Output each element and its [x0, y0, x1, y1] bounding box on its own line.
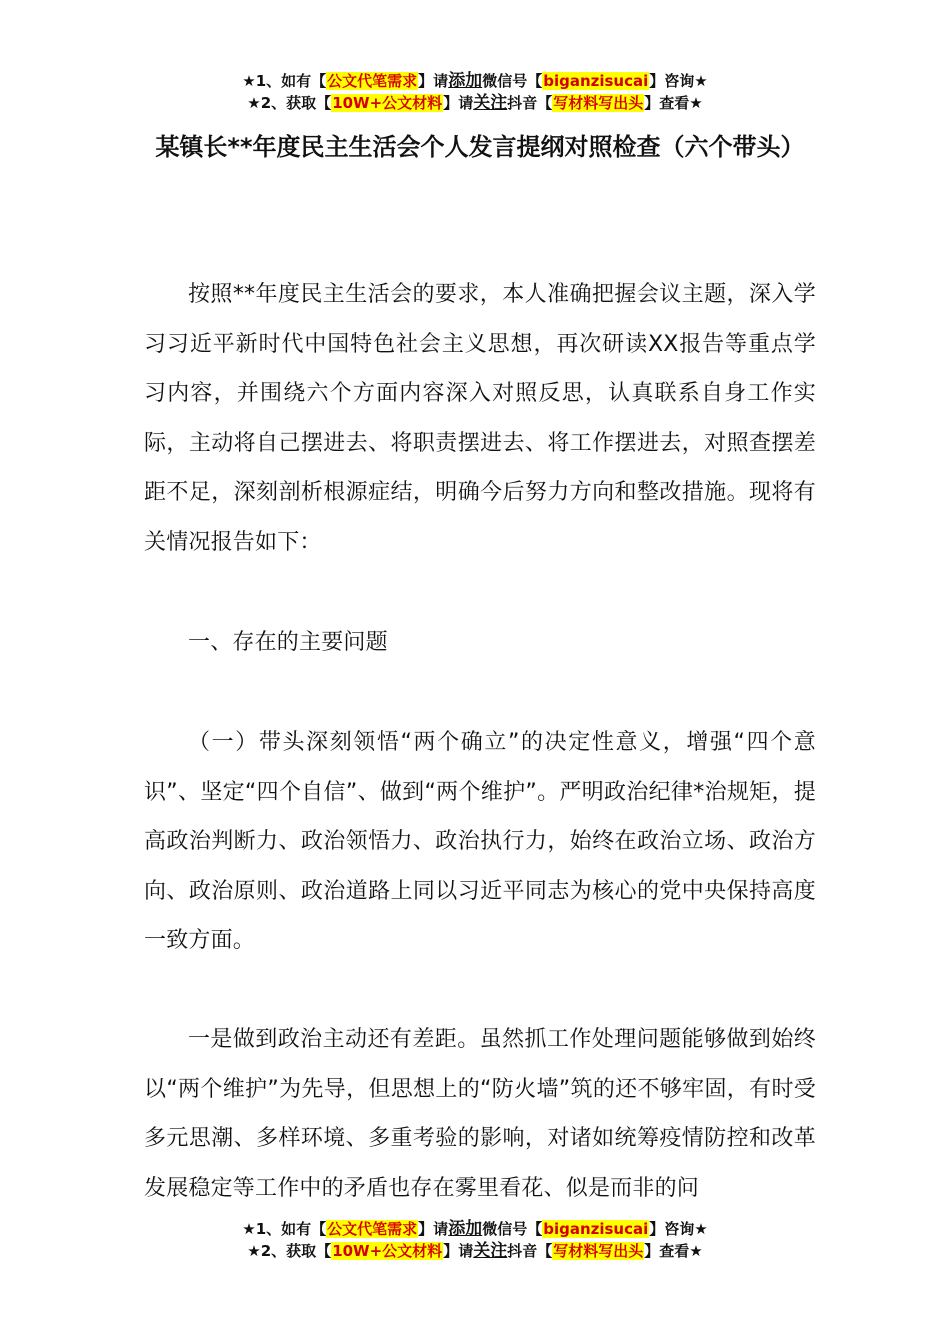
banner-text: 微信号【 [482, 1220, 543, 1238]
banner-line-2 [0, 92, 950, 114]
banner-emphasis: 关注 [473, 1241, 508, 1261]
banner-line-2 [0, 1240, 950, 1262]
banner-text: 】查看★ [644, 1242, 703, 1260]
header-banner [0, 70, 950, 114]
banner-emphasis: 添加 [448, 71, 483, 91]
point-text: 一是做到政治主动还有差距。虽然抓工作处理问题能够做到始终以“两个维护”为先导，但思想上的“防火墙”筑的还不够牢固，有时受多元思潮、多样环境、多重考验的影响，对诸如统筹疫情防控和改革发展稳定等工作中的矛盾也存在雾里看花、似是而非的问 [144, 1027, 816, 1201]
banner-highlight: 10W+公文材料 [332, 1242, 443, 1260]
banner-highlight: 写材料写出头 [553, 1242, 644, 1260]
banner-highlight: 公文代笔需求 [327, 1220, 418, 1238]
point-paragraph [144, 1015, 816, 1213]
banner-text: 】咨询★ [649, 72, 708, 90]
banner-emphasis: 关注 [473, 93, 508, 113]
subsection-paragraph [144, 718, 816, 966]
section-heading [144, 618, 816, 668]
banner-text: ★2、获取【 [247, 1242, 332, 1260]
banner-text: 】请 [418, 1220, 449, 1238]
subsection-text: （一）带头深刻领悟“两个确立”的决定性意义，增强“四个意识”、坚定“四个自信”、做到“两个维护”。严明政治纪律*治规矩，提高政治判断力、政治领悟力、政治执行力，始终在政治立场、政治方向、政治原则、政治道路上同以习近平同志为核心的党中央保持高度一致方面。 [144, 730, 816, 954]
banner-text: 抖音【 [507, 94, 553, 112]
banner-text: ★1、如有【 [242, 72, 327, 90]
banner-highlight: 写材料写出头 [553, 94, 644, 112]
banner-text: 微信号【 [482, 72, 543, 90]
banner-line-1 [0, 70, 950, 92]
banner-highlight: biganzisucai [543, 72, 649, 90]
banner-text: ★2、获取【 [247, 94, 332, 112]
banner-text: 】请 [443, 94, 474, 112]
banner-highlight: 10W+公文材料 [332, 94, 443, 112]
intro-paragraph [144, 270, 816, 568]
section-heading-text: 一、存在的主要问题 [188, 630, 388, 655]
intro-text: 按照**年度民主生活会的要求，本人准确把握会议主题，深入学习习近平新时代中国特色社会主义思想，再次研读XX报告等重点学习内容，并围绕六个方面内容深入对照反思，认真联系自身工作实际，主动将自己摆进去、将职责摆进去、将工作摆进去，对照查摆差距不足，深刻剖析根源症结，明确今后努力方向和整改措施。现将有关情况报告如下： [144, 282, 816, 555]
banner-highlight: biganzisucai [543, 1220, 649, 1238]
banner-text: 】请 [443, 1242, 474, 1260]
banner-text: 】咨询★ [649, 1220, 708, 1238]
banner-text: 抖音【 [507, 1242, 553, 1260]
document-title: 某镇长**年度民主生活会个人发言提纲对照检查（六个带头） [155, 133, 805, 161]
banner-text: 】查看★ [644, 94, 703, 112]
banner-emphasis: 添加 [448, 1219, 483, 1239]
banner-text: 】请 [418, 72, 449, 90]
banner-line-1 [0, 1218, 950, 1240]
footer-banner [0, 1218, 950, 1262]
banner-text: ★1、如有【 [242, 1220, 327, 1238]
banner-highlight: 公文代笔需求 [327, 72, 418, 90]
